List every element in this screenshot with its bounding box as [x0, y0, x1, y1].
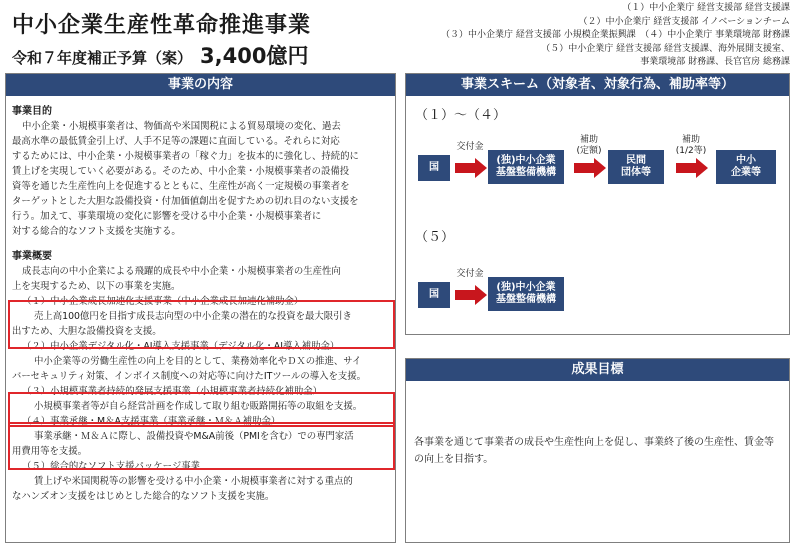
purpose-line: 賃上げを実現していく必要がある。そのため、中小企業・小規模事業者の設備投 [12, 166, 350, 177]
item-4-desc: 事業承継・Ｍ＆Ａに際し、設備投資やM&A前後（PMIを含む）での専門家活 [34, 431, 354, 442]
department-line: （１）中小企業庁 経営支援部 経営支援課 [622, 3, 790, 13]
item-5-title: （５）総合的なソフト支援パッケージ事業 [22, 461, 200, 472]
purpose-line: 最高水準の最低賃金引上げ、人手不足等の課題に直面している。それらに対応 [12, 136, 340, 147]
item-3-desc: 小規模事業者等が自ら経営計画を作成して取り組む販路開拓等の取組を支援。 [34, 401, 363, 412]
department-list [441, 2, 790, 70]
scheme-panel-heading: 事業スキーム（対象者、対象行為、補助率等） [406, 74, 789, 96]
node-private: 民間 団体等 [608, 150, 664, 184]
item-2-desc: バーセキュリティ対策、インボイス制度への対応等に向けたITツールの導入を支援。 [12, 371, 366, 382]
edge-grant-label: 交付金 [456, 269, 484, 279]
item-2-title: （２）中小企業デジタル化・AI導入支援事業（デジタル化・AI導入補助金） [22, 341, 340, 352]
node-smrj: (独)中小企業 基盤整備機構 [488, 150, 564, 184]
item-4-title: （４）事業承継・M＆A支援事業（事業承継・Ｍ＆Ａ補助金） [22, 416, 281, 427]
purpose-line: するためには、中小企業・小規模事業者の「稼ぐ力」を抜本的に強化し、持続的に [12, 151, 359, 162]
purpose-title: 事業目的 [12, 106, 52, 117]
overview-line: 上を実現するため、以下の事業を実施。 [12, 281, 181, 292]
purpose-line: ターゲットとした大胆な設備投資・付加価値創出を促すための切れ目のない支援を [12, 196, 359, 207]
content-panel-heading: 事業の内容 [6, 74, 395, 96]
item-1-title: （１）中小企業成長加速化支援事業（中小企業成長加速化補助金） [22, 296, 304, 307]
highlight-box-item-4 [8, 422, 395, 470]
scheme-group-2-label: （５） [415, 230, 455, 245]
right-arrow-icon [676, 158, 708, 178]
result-panel [405, 358, 790, 543]
item-4-desc: 用費用等を支援。 [12, 446, 88, 457]
node-country: 国 [418, 282, 450, 308]
overview-title: 事業概要 [12, 251, 52, 262]
node-sme: 中小 企業等 [716, 150, 776, 184]
purpose-line: 資等を通じた生産性向上を促進するとともに、生産性が高く一定規模の事業者を [12, 181, 350, 192]
department-line: （５）中小企業庁 経営支援部 経営支援課、海外展開支援室、 [541, 43, 790, 54]
node-smrj: (独)中小企業 基盤整備機構 [488, 277, 564, 311]
department-line: 事業環境部 財務課、長官官房 総務課 [640, 57, 790, 67]
purpose-line: 行う。加えて、事業環境の変化に影響を受ける中小企業・小規模事業者に [12, 211, 322, 222]
overview-line: 成長志向の中小企業による飛躍的成長や中小企業・小規模事業者の生産性向 [22, 266, 341, 277]
item-3-title: （３）小規模事業者持続的発展支援事業（小規模事業者持続化補助金） [22, 386, 323, 397]
highlight-box-item-1 [8, 300, 395, 349]
item-5-desc: 賃上げや米国関税等の影響を受ける中小企業・小規模事業者に対する重点的 [34, 476, 353, 487]
department-line: （３）中小企業庁 経営支援部 小規模企業振興課 （４）中小企業庁 事業環境部 財務課 [441, 30, 790, 40]
page-title: 中小企業生産性革命推進事業 [12, 13, 312, 38]
right-arrow-icon [455, 158, 487, 178]
department-line: （２）中小企業庁 経営支援部 イノベーションチーム [578, 16, 790, 27]
purpose-line: 対する総合的なソフト支援を実施する。 [12, 226, 181, 237]
edge-subsidy-fixed-label: 補助 (定額) [576, 135, 602, 156]
result-text: 各事業を通じて事業者の成長や生産性向上を促し、事業終了後の生産性、賃金等の向上を目指す。 [414, 437, 774, 465]
item-5-desc: なハンズオン支援をはじめとした総合的なソフト支援を実施。 [12, 491, 275, 502]
purpose-line: 中小企業・小規模事業者は、物価高や米国関税による貿易環境の変化、過去 [22, 121, 341, 132]
scheme-group-1-label: （１）～（４） [415, 108, 507, 123]
right-arrow-icon [574, 158, 606, 178]
item-2-desc: 中小企業等の労働生産性の向上を目的として、業務効率化やＤＸの推進、サイ [34, 356, 362, 367]
node-country: 国 [418, 155, 450, 181]
result-panel-heading: 成果目標 [406, 359, 789, 381]
item-1-desc: 出すため、大胆な設備投資を支援。 [12, 326, 162, 337]
budget-amount: 3,400億円 [200, 44, 309, 68]
edge-grant-label: 交付金 [456, 142, 484, 152]
item-1-desc: 売上高100億円を目指す成長志向型の中小企業の潜在的な投資を最大限引き [34, 311, 352, 322]
right-arrow-icon [455, 285, 487, 305]
budget-label: 令和７年度補正予算（案） [12, 49, 193, 67]
budget-line [12, 40, 308, 70]
edge-subsidy-half-label: 補助 (1/2等) [675, 135, 707, 156]
